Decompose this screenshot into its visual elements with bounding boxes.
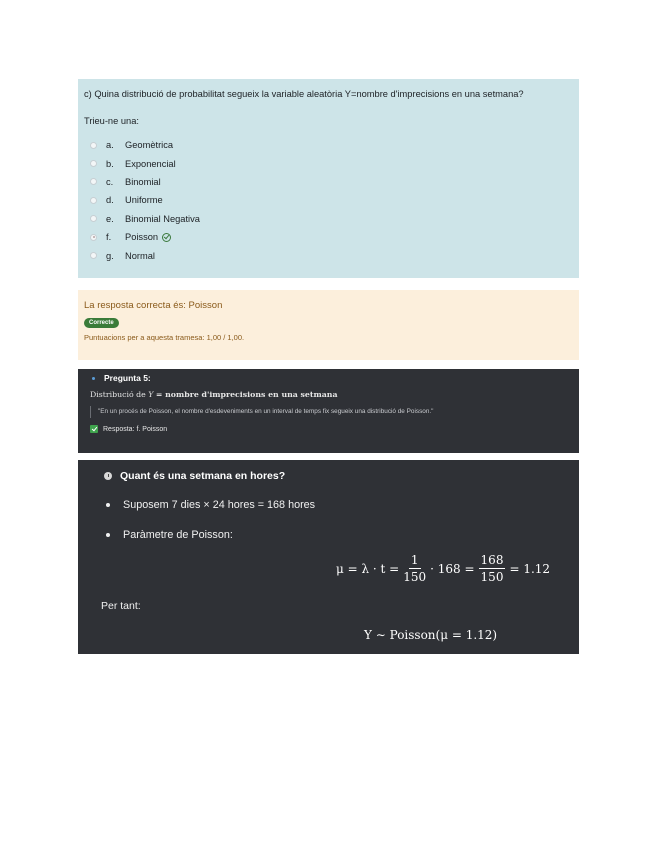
question-text: c) Quina distribució de probabilitat segueix la variable aleatòria Y=nombre d'imprecisions en una setmana? [84,89,524,99]
fraction-denominator: 150 [480,570,504,584]
chat1-subtitle [90,390,569,399]
bullet-icon [92,377,95,380]
status-badge: Correcte [84,318,119,328]
list-item-text: Suposem 7 dies × 24 hores = 168 hores [123,499,316,511]
list-item [106,499,315,511]
bullet-icon [106,503,110,507]
list-item [106,529,233,541]
option-d[interactable] [84,191,573,209]
option-letter: c. [106,176,114,187]
options-list [84,136,573,265]
option-label: Geomètrica [125,140,174,151]
fraction-numerator: 1 [410,553,419,567]
subtitle-variable: Y [148,390,154,399]
bullet-icon [106,533,110,537]
clock-icon [104,472,112,480]
chat1-title [90,373,569,383]
option-g[interactable] [84,246,573,264]
option-letter: a. [106,140,114,151]
fraction-numerator: 168 [480,553,504,567]
formula-mid: · 168 = [430,561,475,576]
subtitle-prefix: Distribució de [90,390,146,399]
formula-rhs: = 1.12 [509,561,551,576]
poisson-parameter-formula [336,553,550,584]
radio-d[interactable] [90,197,97,204]
option-letter: b. [106,158,114,169]
score-text: Puntuacions per a aquesta tramesa: 1,00 / 1,00. [84,333,245,342]
radio-f[interactable] [90,234,97,241]
option-label: Poisson [125,232,159,243]
radio-e[interactable] [90,215,97,222]
distribution-formula: Y ∼ Poisson(μ = 1.12) [364,628,498,642]
fraction-denominator: 150 [403,570,427,584]
correct-check-icon [162,233,171,242]
chat2-heading-text: Quant és una setmana en hores? [120,470,286,482]
subtitle-rest: = nombre d'imprecisions en una setmana [155,390,338,399]
option-label: Uniforme [125,195,163,206]
radio-g[interactable] [90,252,97,259]
checkbox-check-icon [90,425,98,433]
chat1-answer [90,425,569,433]
fraction-2 [479,553,506,584]
option-letter: e. [106,213,114,224]
radio-c[interactable] [90,178,97,185]
option-b[interactable] [84,154,573,172]
chat-block-1 [78,369,579,453]
option-letter: d. [106,195,114,206]
chat1-answer-text: Resposta: f. Poisson [103,425,168,433]
chat-block-2 [78,460,579,654]
correct-answer-text: La resposta correcta és: Poisson [84,300,223,311]
therefore-text: Per tant: [101,600,141,612]
feedback-block [78,290,579,360]
list-item-text: Paràmetre de Poisson: [123,529,233,541]
chat1-quote: "En un procés de Poisson, el nombre d'esdeveniments en un interval de temps fix segueix una distribució de Poisson." [90,406,569,418]
option-f[interactable] [84,228,573,246]
radio-a[interactable] [90,142,97,149]
option-label: Normal [125,250,155,261]
fraction-1 [403,553,426,584]
option-label: Binomial [125,176,161,187]
option-label: Binomial Negativa [125,213,200,224]
option-letter: f. [106,232,112,243]
question-block [78,79,579,278]
option-letter: g. [106,250,114,261]
chat2-heading [104,470,285,482]
option-e[interactable] [84,210,573,228]
chat1-title-text: Pregunta 5: [104,373,151,383]
radio-b[interactable] [90,160,97,167]
formula-lhs: μ = λ · t = [336,561,400,576]
option-c[interactable] [84,173,573,191]
option-label: Exponencial [125,158,176,169]
option-a[interactable] [84,136,573,154]
choose-label: Trieu-ne una: [84,116,139,126]
